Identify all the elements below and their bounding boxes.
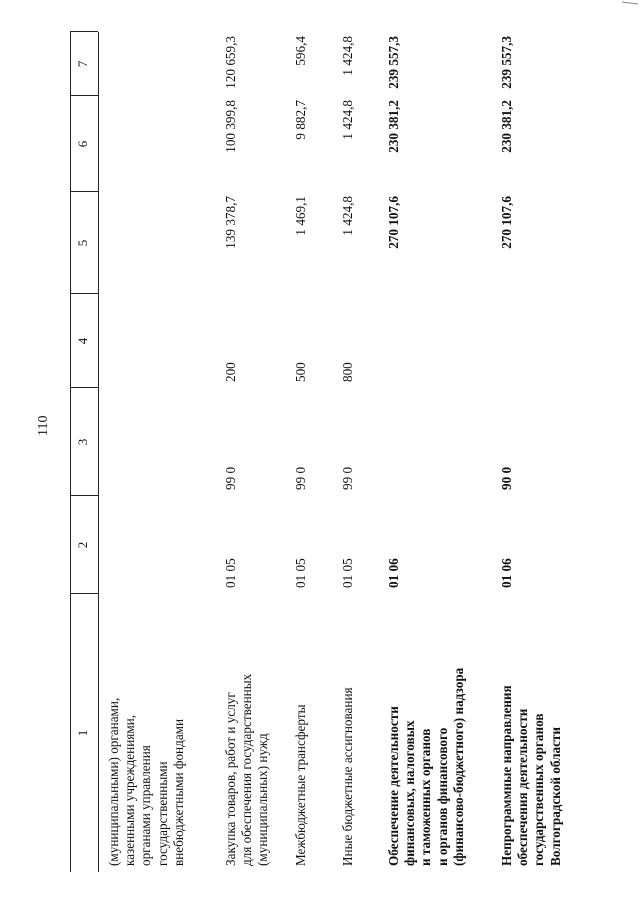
row-col7: 120 659,3 xyxy=(223,36,238,89)
row-section: 01 05 xyxy=(293,558,308,588)
row-target: 99 0 xyxy=(223,466,238,490)
budget-table xyxy=(70,32,606,872)
row-name-line: и органов финансового xyxy=(434,727,450,866)
row-expense-type: 800 xyxy=(340,362,355,382)
row-col5: 1 469,1 xyxy=(293,196,308,236)
column-header-6: 6 xyxy=(75,140,90,148)
row-target: 99 0 xyxy=(293,466,308,490)
row-name-line: органами управления xyxy=(138,745,154,866)
row-section: 01 06 xyxy=(499,558,514,588)
row-name-line: казенными учреждениями, xyxy=(122,714,138,866)
row-col6: 9 882,7 xyxy=(293,100,308,140)
row-col5: 270 107,6 xyxy=(499,196,514,249)
row-col6: 100 399,8 xyxy=(223,100,238,153)
row-name xyxy=(293,594,309,870)
row-name xyxy=(106,594,187,870)
row-name-line: государственными xyxy=(154,761,170,866)
row-col5: 270 107,6 xyxy=(386,196,401,249)
row-name xyxy=(386,594,467,870)
row-expense-type: 200 xyxy=(223,362,238,382)
row-name-line: Обеспечение деятельности xyxy=(386,706,401,866)
row-name-line: (финансово-бюджетного) надзора xyxy=(450,667,466,866)
row-name-line: Закупка товаров, работ и услуг xyxy=(223,692,238,866)
row-name-line: Иные бюджетные ассигнования xyxy=(340,687,355,866)
page-edge-mark xyxy=(620,0,640,20)
budget-table-body xyxy=(70,32,606,872)
page-number: 110 xyxy=(36,415,51,436)
row-col7: 239 557,3 xyxy=(386,36,401,89)
column-header-5: 5 xyxy=(75,239,90,247)
row-col7: 596,4 xyxy=(293,36,308,66)
row-name xyxy=(499,594,564,870)
page-edge-mark-icon xyxy=(620,0,640,20)
row-section: 01 05 xyxy=(223,558,238,588)
column-header-7: 7 xyxy=(75,60,90,68)
row-name-line: государственных органов xyxy=(531,713,547,866)
row-name-line: и таможенных органов xyxy=(418,728,434,866)
row-name-line: Волгоградской области xyxy=(547,726,563,866)
row-target: 99 0 xyxy=(340,466,355,490)
column-header-1: 1 xyxy=(75,729,90,737)
row-name-line: обеспечения деятельности xyxy=(515,708,531,866)
row-section: 01 05 xyxy=(340,558,355,588)
table-header-border xyxy=(98,32,99,872)
row-col6: 230 381,2 xyxy=(386,100,401,153)
row-name xyxy=(340,594,356,870)
row-name xyxy=(223,594,272,870)
row-section: 01 06 xyxy=(386,558,401,588)
row-col5: 1 424,8 xyxy=(340,196,355,236)
row-name-line: финансовых, налоговых xyxy=(402,720,418,866)
row-name-line: (муниципальными) органами, xyxy=(106,697,121,866)
row-name-line: Межбюджетные трансферты xyxy=(293,704,308,866)
column-header-3: 3 xyxy=(75,438,90,446)
row-target: 90 0 xyxy=(499,466,514,490)
row-name-line: Непрограммные направления xyxy=(499,685,514,866)
row-col6: 1 424,8 xyxy=(340,100,355,140)
row-col6: 230 381,2 xyxy=(499,100,514,153)
table-top-border xyxy=(70,32,71,872)
column-header-4: 4 xyxy=(75,337,90,345)
row-name-line: внебюджетными фондами xyxy=(170,718,186,866)
row-expense-type: 500 xyxy=(293,362,308,382)
row-name-line: (муниципальных) нужд xyxy=(255,733,271,866)
row-col7: 1 424,8 xyxy=(340,36,355,76)
row-name-line: для обеспечения государственных xyxy=(239,673,255,866)
row-col7: 239 557,3 xyxy=(499,36,514,89)
row-col5: 139 378,7 xyxy=(223,196,238,249)
column-header-2: 2 xyxy=(75,541,90,549)
